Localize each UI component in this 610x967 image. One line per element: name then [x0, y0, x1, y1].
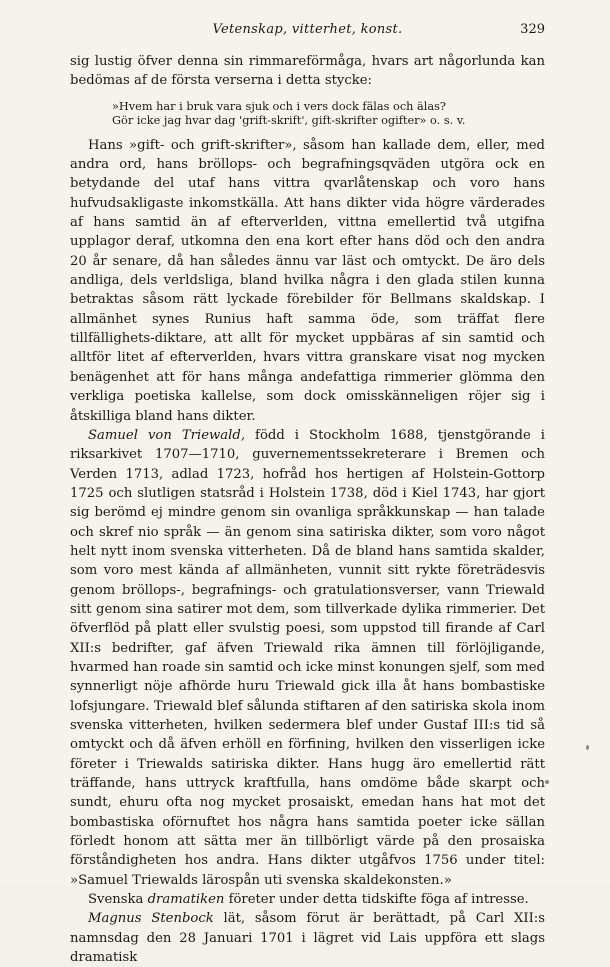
page-header: [70, 22, 545, 46]
paragraph-dramatiken: [70, 890, 545, 909]
paragraph-triewald: [70, 426, 545, 890]
running-head: Vetenskap, vitterhet, konst.: [212, 22, 403, 37]
paragraph-runius: Hans »gift- och grift-skrifter», såsom han kallade dem, eller, med andra ord, hans bröllops- och begrafningsqväden utgöra ock en betydande del utaf hans vittra qvarlåtenskap och voro hans hufvudsakligaste inkomstkälla. Att hans dikter vida högre värderades af hans samtid än af efterverlden, vittna emellertid två utgifna upplagor deraf, utkomna den ena kort efter hans död och den andra 20 år senare, då han således ännu var läst och omtyckt. De äro dels andliga, dels verldsliga, bland hvilka några i den glada stilen kunna betraktas såsom rätt lyckade förebilder för Bellmans skaldskap. I allmänhet synes Runius haft samma öde, som träffat flere tillfällighets-diktare, att allt för mycket uppbäras af sin samtid och alltför litet af efterverlden, hvars vittra granskare visat nog mycken benägenhet att för hans många andefattiga rimmerier glömma den verkliga poetiska kallelse, som dock omisskänneligen röjer sig i åtskilliga bland hans dikter.: [70, 137, 545, 424]
emphasis-term: dramatiken: [147, 892, 225, 908]
quote-line: »Hvem har i bruk vara sjuk och i vers dock fälas och älas?: [112, 99, 446, 113]
paragraph-text: född i Stockholm 1688, tjenstgörande i riksarkivet 1707—1710, guvernementssekreterare i Bremen och Verden 1713, adlad 1723, hofråd hos hertigen af Holstein-Gottorp 1725 och slutligen statsråd i Holstein 1738, död i Kiel 1743, har gjort sig berömd ej mindre genom sin ovanliga språkkunskap — han talade och skref nio språk — än genom sina satiriska dikter, som voro något helt nytt inom svenska vitterheten. Då de bland hans samtida skalder, som voro mest kända af allmänheten, vunnit sitt rykte företrädesvis genom bröllops-, begrafnings- och gratulationsverser, vann Triewald sitt genom sina satirer mot dem, som tillverkade dylika rimmerier. Det öfverflöd på platt eller svulstig poesi, som uppstod till firande af Carl XII:s bedrifter, gaf äfven Triewald rika ämnen till förlöjligande, hvarmed han roade sin samtid och icke minst konungen sjelf, som med synnerligt nöje afhörde huru Triewald gick illa åt hans bombastiske lofsjungare. Triewald blef sålunda stiftaren af den satiriska skola inom svenska vitterheten, hvilken sedermera blef under Gustaf III:s tid så omtyckt och då äfven erhöll en förfining, hvilken den visserligen icke företer i Triewalds satiriska dikter. Hans hugg äro emellertid rätt träffande, hans uttryck kraftfulla, hans omdöme både skarpt och sundt, ehuru ofta nog mycket prosaiskt, emedan hans hat mot det bombastiska oförnuftet hos några hans samtida poeter icke sällan förledt honom att sätta mer än tillbörligt värde på den prosaiska förståndigheten hos andra. Hans dikter utgåfvos 1756 under titel: »Samuel Triewalds lärospån uti svenska skaldekonsten.»: [70, 427, 546, 888]
quoted-verse: [112, 100, 545, 128]
body-text: [70, 52, 545, 967]
scan-speck: [586, 745, 589, 750]
scan-speck: [545, 780, 549, 784]
paragraph-text: Svenska: [88, 892, 148, 908]
quote-line: Gör icke jag hvar dag 'grift-skrift', gift-skrifter ogifter» o. s. v.: [112, 113, 466, 127]
paragraph-text: företer under detta tidskifte föga af intresse.: [224, 892, 529, 908]
person-name: Magnus Stenbock: [88, 911, 214, 927]
page-number: 329: [520, 22, 545, 37]
paragraph-text: lät, såsom förut är berättadt, på Carl XII:s namnsdag den 28 Januari 1701 i lägret vid Lais uppföra ett slags dramatisk: [70, 911, 545, 966]
paragraph-stenbock: [70, 909, 545, 967]
person-name: Samuel von Triewald,: [88, 427, 246, 443]
intro-paragraph: sig lustig öfver denna sin rimmareförmåga, hvars art någorlunda kan bedömas af de första verserna i detta stycke:: [70, 54, 545, 89]
